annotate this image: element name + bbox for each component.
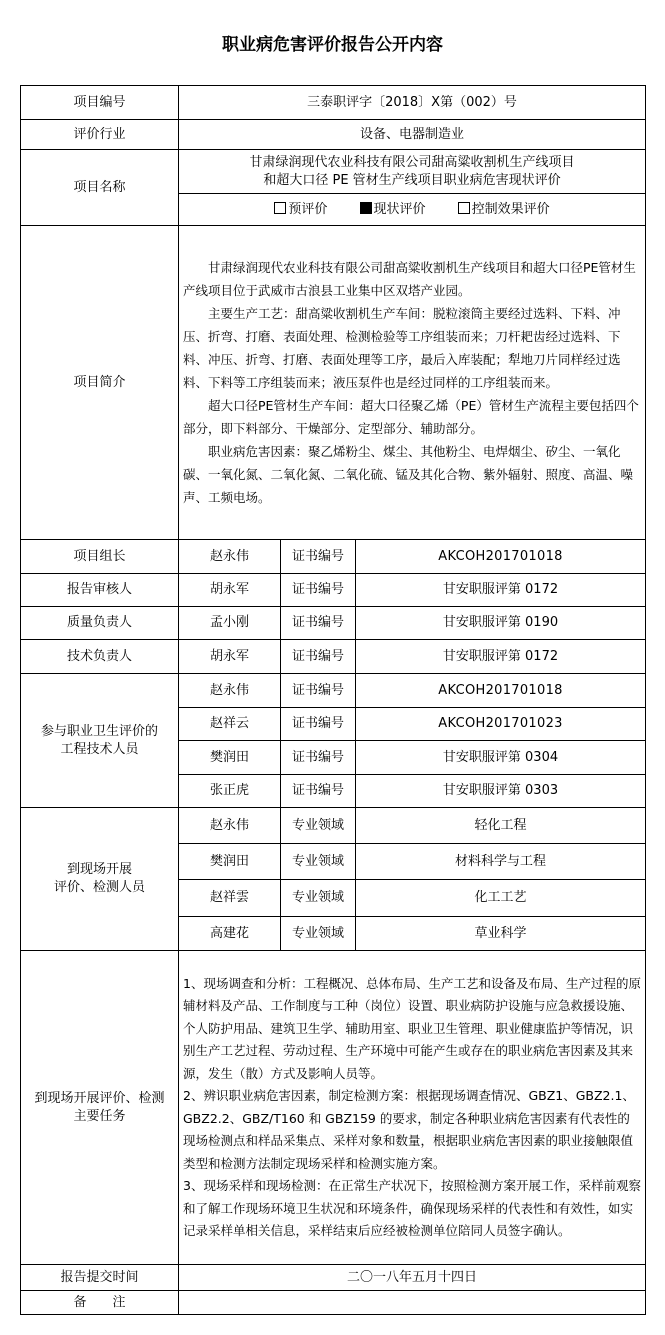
value-project-name: [179, 150, 646, 194]
intro-paragraph: 职业病危害因素：聚乙烯粉尘、煤尘、其他粉尘、电焊烟尘、矽尘、一氧化碳、一氧化氮、二氧化氮、二氧化硫、锰及其化合物、紫外辐射、照度、高温、噪声、工频电场。: [183, 444, 634, 505]
person-name: 孟小刚: [179, 607, 281, 640]
person-name: 赵祥雲: [179, 880, 281, 917]
field-value: 轻化工程: [356, 808, 646, 844]
cert-label: 证书编号: [281, 640, 356, 674]
role-label: 质量负责人: [21, 607, 179, 640]
task-paragraph: 2、辨识职业病危害因素，制定检测方案：根据现场调查情况、GBZ1、GBZ2.1、GBZ2.2、GBZ/T160 和 GBZ159 的要求，制定各种职业病危害因素有代表性的现场检测点和样品采集点、采样对象和数量，根据职业病危害因素的职业接触限值类型和检测方法制定现场采样和检测实施方案。: [183, 1088, 635, 1171]
checkbox-unchecked-icon[interactable]: [274, 202, 286, 214]
value-project-no: 三泰职评字〔2018〕X第（002）号: [179, 86, 646, 120]
label-remarks: 备 注: [21, 1291, 179, 1315]
row-leader: [21, 540, 646, 574]
field-value: 草业科学: [356, 917, 646, 951]
person-name: 张正虎: [179, 775, 281, 808]
label-industry: 评价行业: [21, 120, 179, 150]
cert-label: 证书编号: [281, 540, 356, 574]
intro-paragraph: 主要生产工艺：甜高粱收割机生产车间：脱粒滚筒主要经过选料、下料、冲压、折弯、打磨、表面处理、检测检验等工序组装而来；刀杆耙齿经过选料、下料、冲压、折弯、打磨、表面处理等工序，最后入库装配；犁地刀片同样经过选料、下料等工序组装而来；液压泵件也是经过同样的工序组装而来。: [183, 306, 621, 390]
cert-number: 甘安职服评第 0190: [356, 607, 646, 640]
row-leader: [21, 574, 646, 607]
option-pre-eval[interactable]: 预评价: [274, 202, 327, 217]
row-intro: [21, 226, 646, 540]
field-label: 专业领域: [281, 917, 356, 951]
row-field-staff: [21, 808, 646, 844]
value-submit-date: 二〇一八年五月十四日: [179, 1265, 646, 1291]
row-project-name: [21, 150, 646, 194]
person-name: 胡永军: [179, 640, 281, 674]
project-name-line2: 和超大口径 PE 管材生产线项目职业病危害现状评价: [263, 172, 561, 188]
role-label: 项目组长: [21, 540, 179, 574]
cert-number: AKCOH201701018: [356, 674, 646, 708]
page-title: 职业病危害评价报告公开内容: [222, 35, 443, 55]
cert-label: 证书编号: [281, 708, 356, 741]
cert-number: 甘安职服评第 0303: [356, 775, 646, 808]
cert-number: 甘安职服评第 0172: [356, 574, 646, 607]
row-industry: [21, 120, 646, 150]
eval-type-options: [179, 194, 646, 226]
cert-number: AKCOH201701023: [356, 708, 646, 741]
label-intro: 项目简介: [21, 226, 179, 540]
row-remarks: [21, 1291, 646, 1315]
cert-label: 证书编号: [281, 607, 356, 640]
label-engineers: 参与职业卫生评价的 工程技术人员: [21, 674, 179, 808]
checkbox-unchecked-icon[interactable]: [458, 202, 470, 214]
cert-number: 甘安职服评第 0304: [356, 741, 646, 775]
cert-label: 证书编号: [281, 574, 356, 607]
row-submit-date: [21, 1265, 646, 1291]
field-value: 材料科学与工程: [356, 844, 646, 880]
report-table: [20, 85, 646, 1315]
cert-label: 证书编号: [281, 741, 356, 775]
label-field-staff: 到现场开展 评价、检测人员: [21, 808, 179, 951]
role-label: 技术负责人: [21, 640, 179, 674]
field-value: 化工工艺: [356, 880, 646, 917]
cert-label: 证书编号: [281, 674, 356, 708]
label-project-no: 项目编号: [21, 86, 179, 120]
option-control-eval[interactable]: 控制效果评价: [458, 202, 550, 217]
field-label: 专业领域: [281, 880, 356, 917]
person-name: 赵祥云: [179, 708, 281, 741]
label-project-name: 项目名称: [21, 150, 179, 226]
field-label: 专业领域: [281, 808, 356, 844]
row-leader: [21, 640, 646, 674]
person-name: 胡永军: [179, 574, 281, 607]
label-tasks: 到现场开展评价、检测 主要任务: [21, 951, 179, 1265]
intro-paragraph: 超大口径PE管材生产车间：超大口径聚乙烯（PE）管材生产流程主要包括四个部分，即下料部分、干燥部分、定型部分、辅助部分。: [183, 398, 639, 436]
task-paragraph: 3、现场采样和现场检测：在正常生产状况下，按照检测方案开展工作，采样前观察和了解工作现场环境卫生状况和环境条件，确保现场采样的代表性和有效性，如实记录采样单相关信息，采样结束后应经被检测单位陪同人员签字确认。: [183, 1178, 641, 1238]
person-name: 樊润田: [179, 844, 281, 880]
intro-text: [179, 226, 646, 540]
role-label: 报告审核人: [21, 574, 179, 607]
cert-number: 甘安职服评第 0172: [356, 640, 646, 674]
task-paragraph: 1、现场调查和分析：工程概况、总体布局、生产工艺和设备及布局、生产过程的原辅材料及产品、工作制度与工种（岗位）设置、职业病防护设施与应急救援设施、个人防护用品、建筑卫生学、辅助用室、职业卫生管理、职业健康监护等情况，识别生产工艺过程、劳动过程、生产环境中可能产生或存在的职业病危害因素及其来源，发生（散）方式及影响人员等。: [183, 975, 641, 1081]
intro-paragraph: 甘肃绿润现代农业科技有限公司甜高粱收割机生产线项目和超大口径PE管材生产线项目位于武威市古浪县工业集中区双塔产业园。: [183, 260, 636, 298]
value-industry: 设备、电器制造业: [179, 120, 646, 150]
person-name: 赵永伟: [179, 808, 281, 844]
checkbox-checked-icon[interactable]: [360, 202, 372, 214]
field-label: 专业领域: [281, 844, 356, 880]
person-name: 樊润田: [179, 741, 281, 775]
value-remarks: [179, 1291, 646, 1315]
option-current-eval[interactable]: 现状评价: [360, 202, 426, 217]
person-name: 赵永伟: [179, 674, 281, 708]
row-engineer: [21, 674, 646, 708]
label-submit-date: 报告提交时间: [21, 1265, 179, 1291]
person-name: 高建花: [179, 917, 281, 951]
tasks-text: [179, 951, 646, 1265]
cert-number: AKCOH201701018: [356, 540, 646, 574]
row-tasks: [21, 951, 646, 1265]
project-name-line1: 甘肃绿润现代农业科技有限公司甜高粱收割机生产线项目: [249, 154, 575, 170]
cert-label: 证书编号: [281, 775, 356, 808]
person-name: 赵永伟: [179, 540, 281, 574]
row-project-no: [21, 86, 646, 120]
row-leader: [21, 607, 646, 640]
